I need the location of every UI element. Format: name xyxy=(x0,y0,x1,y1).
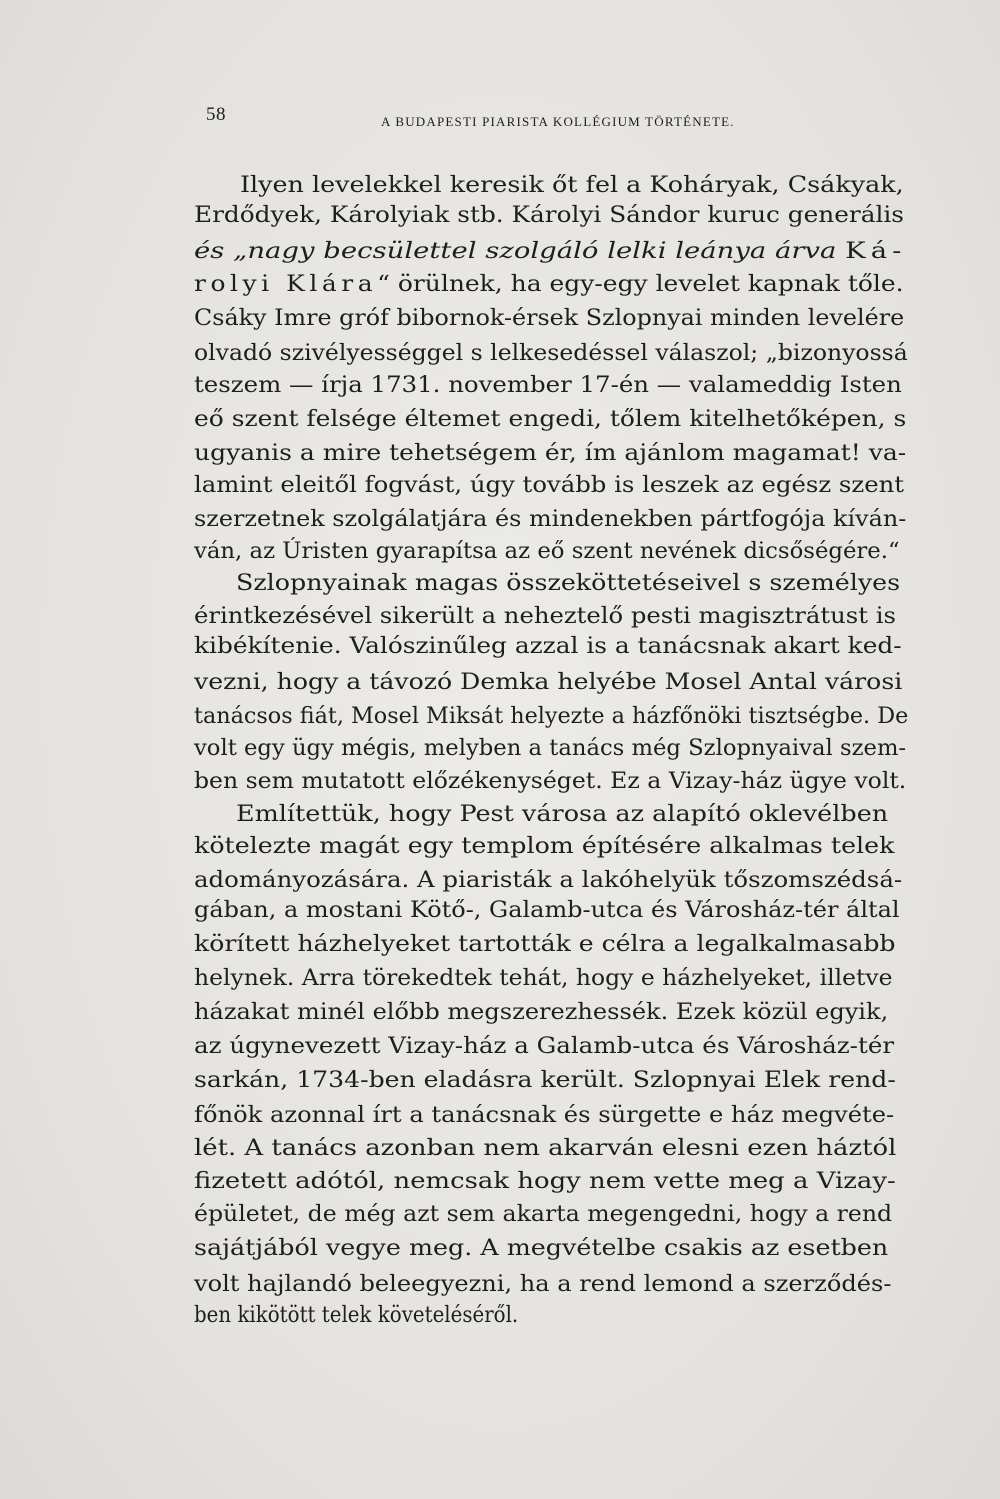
text-line xyxy=(194,471,904,501)
text-line xyxy=(194,998,888,1028)
text-line xyxy=(236,569,900,599)
text-line xyxy=(194,270,904,300)
text-segment: ben kikötött telek követeléséről. xyxy=(194,1303,519,1328)
text-line xyxy=(194,1200,892,1230)
text-segment: Erdődyek, Károlyiak stb. Károlyi Sándor kuruc generális xyxy=(194,203,905,228)
text-line xyxy=(194,537,900,567)
text-line xyxy=(194,1270,891,1300)
text-line xyxy=(194,304,904,334)
text-segment: tanácsos fiát, Mosel Miksát helyezte a házfőnöki tisztségbe. De xyxy=(194,704,909,729)
text-segment: eő szent felsége éltemet engedi, tőlem kitelhetőképen, s xyxy=(194,407,907,432)
text-line xyxy=(240,171,904,201)
text-line xyxy=(194,1101,894,1131)
text-segment: volt egy ügy mégis, melyben a tanács még Szlopnyaival szem- xyxy=(194,736,907,761)
text-segment: rolyi Klára xyxy=(194,272,378,297)
text-segment: körített házhelyeket tartották e célra a legalkalmasabb xyxy=(194,932,896,957)
text-line xyxy=(194,1234,888,1264)
text-line xyxy=(194,1134,896,1164)
text-line xyxy=(194,371,902,401)
text-segment: helynek. Arra törekedtek tehát, hogy e házhelyeket, illetve xyxy=(194,966,893,991)
text-segment: olvadó szivélyességgel s lelkesedéssel válaszol; „bizonyossá xyxy=(194,341,908,366)
text-line xyxy=(194,896,900,926)
text-line xyxy=(194,201,904,231)
text-line xyxy=(194,1032,894,1062)
text-segment: sarkán, 1734-ben eladásra került. Szlopnyai Elek rend- xyxy=(194,1068,896,1093)
text-line xyxy=(194,237,906,267)
text-segment: vezni, hogy a távozó Demka helyébe Mosel Antal városi xyxy=(194,670,903,695)
text-segment: gában, a mostani Kötő-, Galamb-utca és Városház-tér által xyxy=(194,898,900,923)
text-line xyxy=(194,832,894,862)
text-line xyxy=(194,767,906,797)
text-line xyxy=(194,734,906,764)
text-line xyxy=(194,602,896,632)
text-segment: érintkezésével sikerült a neheztelő pesti magisztrátust is xyxy=(194,604,896,629)
text-line xyxy=(194,930,895,960)
text-segment: kibékítenie. Valószinűleg azzal is a tanácsnak akart ked- xyxy=(194,634,902,659)
text-line xyxy=(194,1066,896,1096)
text-segment: lét. A tanács azonban nem akarván elesni ezen háztól xyxy=(194,1136,897,1161)
text-line xyxy=(194,339,908,369)
text-line xyxy=(194,866,902,896)
text-segment: ván, az Úristen gyarapítsa az eő szent nevének dicsőségére.“ xyxy=(194,539,900,564)
text-line xyxy=(194,964,892,994)
text-line xyxy=(194,632,902,662)
text-line xyxy=(194,439,906,469)
text-segment: épületet, de még azt sem akarta megengedni, hogy a rend xyxy=(194,1202,893,1227)
text-segment: ben sem mutatott előzékenységet. Ez a Vizay-ház ügye volt. xyxy=(194,769,907,794)
text-segment: ugyanis a mire tehetségem ér, ím ajánlom magamat! va- xyxy=(194,441,907,466)
text-segment: főnök azonnal írt a tanácsnak és sürgette e ház megvéte- xyxy=(194,1103,895,1128)
text-segment: volt hajlandó beleegyezni, ha a rend lemond a szerződés- xyxy=(194,1272,892,1297)
text-segment: Említettük, hogy Pest városa az alapító oklevélben xyxy=(236,802,889,827)
text-segment: lamint eleitől fogvást, úgy tovább is leszek az egész szent xyxy=(194,473,905,498)
text-segment: szerzetnek szolgálatjára és mindenekben pártfogója kíván- xyxy=(194,507,907,532)
text-segment: Ká- xyxy=(845,239,907,264)
text-segment: az úgynevezett Vizay-ház a Galamb-utca és Városház-tér xyxy=(194,1034,895,1059)
text-segment: adományozására. A piaristák a lakóhelyük tőszomszédsá- xyxy=(194,868,903,893)
text-line xyxy=(194,668,902,698)
text-line xyxy=(194,405,906,435)
text-segment: és „nagy becsülettel szolgáló lelki leánya árva xyxy=(194,239,837,264)
text-segment: kötelezte magát egy templom építésére alkalmas telek xyxy=(194,834,895,859)
text-line xyxy=(194,1301,518,1331)
running-title: A BUDAPESTI PIARISTA KOLLÉGIUM TÖRTÉNETE. xyxy=(381,114,735,129)
text-segment: sajátjából vegye meg. A megvételbe csakis az esetben xyxy=(194,1236,889,1261)
text-segment: teszem — írja 1731. november 17-én — valameddig Isten xyxy=(194,373,902,398)
text-line xyxy=(236,800,888,830)
text-segment: Szlopnyainak magas összeköttetéseivel s személyes xyxy=(236,571,901,596)
page-number: 58 xyxy=(206,104,226,125)
text-line xyxy=(194,702,908,732)
text-segment: Csáky Imre gróf bibornok-érsek Szlopnyai minden levelére xyxy=(194,306,905,331)
text-segment: házakat minél előbb megszerezhessék. Ezek közül egyik, xyxy=(194,1000,889,1025)
text-segment: Ilyen levelekkel keresik őt fel a Koháryak, Csákyak, xyxy=(240,173,904,198)
text-line xyxy=(194,1167,896,1197)
text-segment: “ örülnek, ha egy-egy levelet kapnak tőle. xyxy=(377,272,904,297)
text-line xyxy=(194,505,906,535)
text-segment: fizetett adótól, nemcsak hogy nem vette meg a Vizay- xyxy=(194,1169,896,1194)
